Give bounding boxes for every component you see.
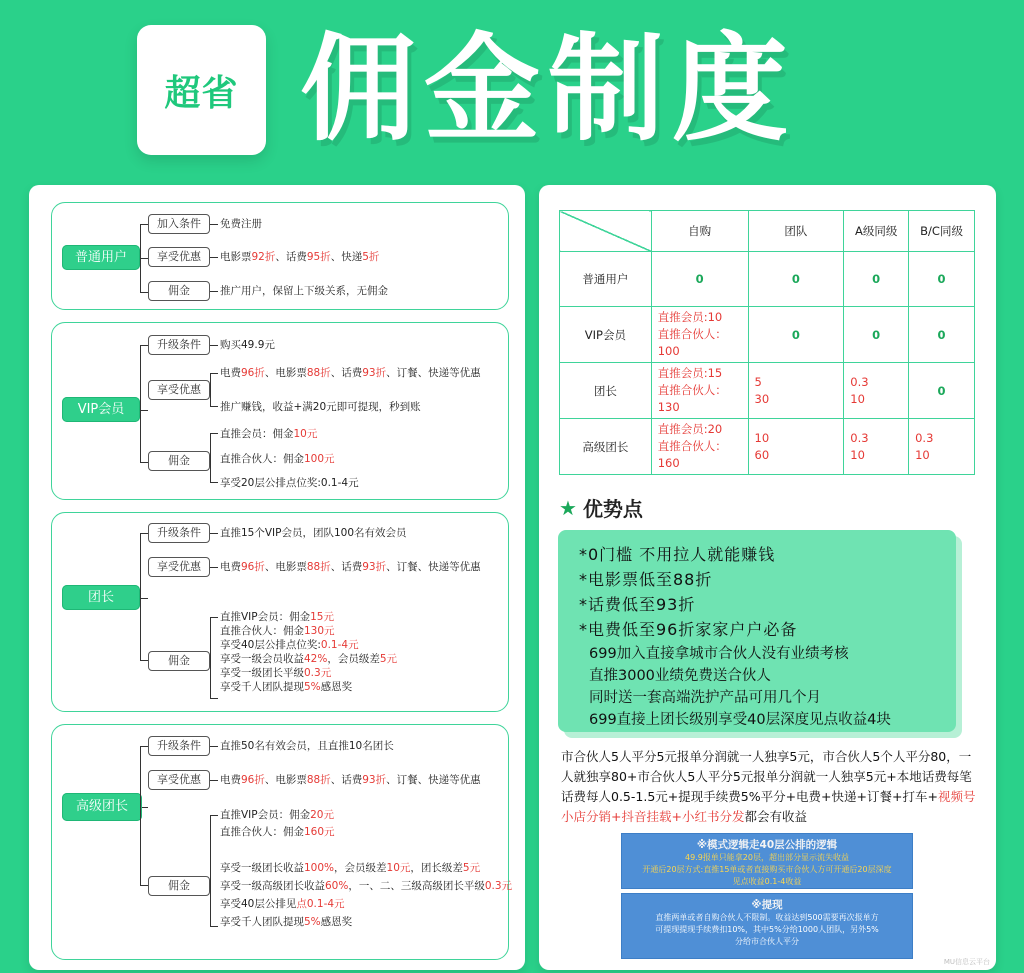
level-team-leader: 团长 [62,585,140,610]
row-role: 高级团长 [560,419,652,475]
card-team-leader [51,512,509,712]
advantage-detail: 同时送一套高端洗护产品可用几个月 [589,690,821,706]
cell-a: 0 [844,307,909,363]
logic-info-box [621,833,913,889]
commission-line-2: 直推合伙人：佣金130元 [220,625,335,637]
row-role: 普通用户 [560,252,652,307]
commission-line-6: 享受千人团队提现5%感恩奖 [220,916,353,928]
advantage-line: *电费低至96折家家户户必备 [579,620,798,639]
logic-title: ※模式逻辑走40层公排的逻辑 [696,839,838,851]
logo-badge [137,25,266,155]
commission-line-3: 享受一级团长收益100%，会员级差10元，团长级差5元 [220,862,481,874]
tag-benefits: 享受优惠 [148,557,210,577]
commission-text: 推广用户，保留上下级关系，无佣金 [220,285,388,297]
benefit-text: 电费96折、电影票88折、话费93折、订餐、快递等优惠 [220,561,481,573]
table-row [560,419,975,475]
level-senior-leader: 高级团长 [62,793,142,821]
tag-benefits: 享受优惠 [148,380,210,400]
tag-upgrade-condition: 升级条件 [148,523,210,543]
commission-line-4: 享受一级高级团长收益60%，一、二、三级高级团长平级0.3元 [220,880,513,892]
logic-line: 见点收益0.1-4收益 [732,877,802,886]
logic-line: 49.9报单只能拿20层，超出部分显示流失收益 [685,853,849,862]
table-header-corner [560,211,652,252]
card-senior-leader [51,724,513,960]
tag-commission: 佣金 [148,281,210,301]
cell-self: 0 [651,252,748,307]
commission-info-panel [539,185,996,970]
star-icon: ★ [559,495,577,520]
cell-team: 0 [748,307,844,363]
commission-line-1: 直推VIP会员：佣金20元 [220,809,334,821]
cell-team: 10 60 [748,419,844,475]
cell-self: 直推会员:20 直推合伙人：160 [651,419,748,475]
cell-a: 0 [844,252,909,307]
advantage-line: *0门槛 不用拉人就能赚钱 [579,545,776,564]
watermark: MU信息云平台 [943,958,990,966]
upgrade-text: 购买49.9元 [220,339,275,351]
withdraw-line: 分给市合伙人平分 [735,937,799,946]
cell-bc: 0 [909,363,975,419]
upgrade-text: 直推50名有效会员，且直推10名团长 [220,740,394,752]
col-header-a-level: A级同级 [844,211,909,252]
benefit-text: 电影票92折、话费95折、快递5折 [220,251,380,263]
cell-self: 直推会员:15 直推合伙人：130 [651,363,748,419]
commission-line-3: 享受40层公排点位奖:0.1-4元 [220,639,359,651]
advantages-title: 优势点 [582,497,643,521]
join-condition-text: 免费注册 [220,218,262,230]
tag-commission: 佣金 [148,876,210,896]
card-normal-user [51,202,509,310]
level-vip: VIP会员 [62,397,140,422]
commission-line-2: 直推合伙人：佣金160元 [220,826,335,838]
logo-text: 超省 [164,72,239,114]
row-role: 团长 [560,363,652,419]
advantage-line: *话费低至93折 [579,595,696,614]
col-header-self: 自购 [651,211,748,252]
benefit-text-1: 电费96折、电影票88折、话费93折、订餐、快递等优惠 [220,367,481,379]
advantages-box [558,530,956,732]
tag-upgrade-condition: 升级条件 [148,736,210,756]
withdraw-line: 直推两单或者自购合伙人不限制。收益达到500需要再次报单方 [655,913,879,922]
tag-benefits: 享受优惠 [148,247,210,267]
advantage-line: *电影票低至88折 [579,570,713,589]
tag-upgrade-condition: 升级条件 [148,335,210,355]
advantages-heading [559,493,643,522]
benefit-text-2: 推广赚钱，收益+满20元即可提现，秒到账 [220,401,421,413]
cell-team: 5 30 [748,363,844,419]
table-header-row [560,211,975,252]
commission-line-3: 享受20层公排点位奖:0.1-4元 [220,477,359,489]
col-header-team: 团队 [748,211,844,252]
upgrade-text: 直推15个VIP会员，团队100名有效会员 [220,527,407,539]
commission-line-6: 享受千人团队提现5%感恩奖 [220,681,353,693]
col-header-bc-level: B/C同级 [909,211,975,252]
advantage-detail: 直推3000业绩免费送合伙人 [589,668,771,684]
tag-join-condition: 加入条件 [148,214,210,234]
logic-line: 开通后20层方式:直推15单或者直接购买市合伙人方可开通后20层深度 [642,865,892,874]
tag-benefits: 享受优惠 [148,770,210,790]
withdraw-line: 可提现提现手续费扣10%，其中5%分给1000人团队，另外5% [655,925,879,934]
table-row [560,363,975,419]
commission-line-5: 享受一级团长平级0.3元 [220,667,332,679]
cell-self: 直推会员:10 直推合伙人：100 [651,307,748,363]
cell-a: 0.3 10 [844,419,909,475]
commission-line-2: 直推合伙人：佣金100元 [220,453,335,465]
membership-tree-panel [29,185,525,970]
tag-commission: 佣金 [148,651,210,671]
commission-line-1: 直推会员：佣金10元 [220,428,318,440]
level-normal-user: 普通用户 [62,245,140,270]
commission-line-1: 直推VIP会员：佣金15元 [220,611,334,623]
cell-team: 0 [748,252,844,307]
commission-line-5: 享受40层公排见点0.1-4元 [220,898,345,910]
advantage-detail: 699直接上团长级别享受40层深度见点收益4块 [589,712,891,728]
cell-a: 0.3 10 [844,363,909,419]
withdraw-info-box [621,893,913,959]
tag-commission: 佣金 [148,451,210,471]
cell-bc: 0.3 10 [909,419,975,475]
card-vip [51,322,509,500]
table-row [560,307,975,363]
cell-bc: 0 [909,252,975,307]
commission-line-4: 享受一级会员收益42%，会员级差5元 [220,653,398,665]
page-title: 佣金制度 [300,22,796,157]
cell-bc: 0 [909,307,975,363]
advantage-detail: 699加入直接拿城市合伙人没有业绩考核 [589,646,849,662]
table-row [560,252,975,307]
commission-table [559,210,975,475]
partner-earnings-paragraph: 市合伙人5人平分5元报单分润就一人独享5元，市合伙人5个人平分80，一人就独享80+市合伙人5人平分5元报单分润就一人独享5元+本地话费每笔话费每人0.5-1.5元+提现手续费5%平分+电费+快递+订餐+打车+视频号小店分销+抖音挂载+小红书分发都会有收益 [561,749,976,824]
withdraw-title: ※提现 [751,899,783,911]
benefit-text: 电费96折、电影票88折、话费93折、订餐、快递等优惠 [220,774,481,786]
row-role: VIP会员 [560,307,652,363]
